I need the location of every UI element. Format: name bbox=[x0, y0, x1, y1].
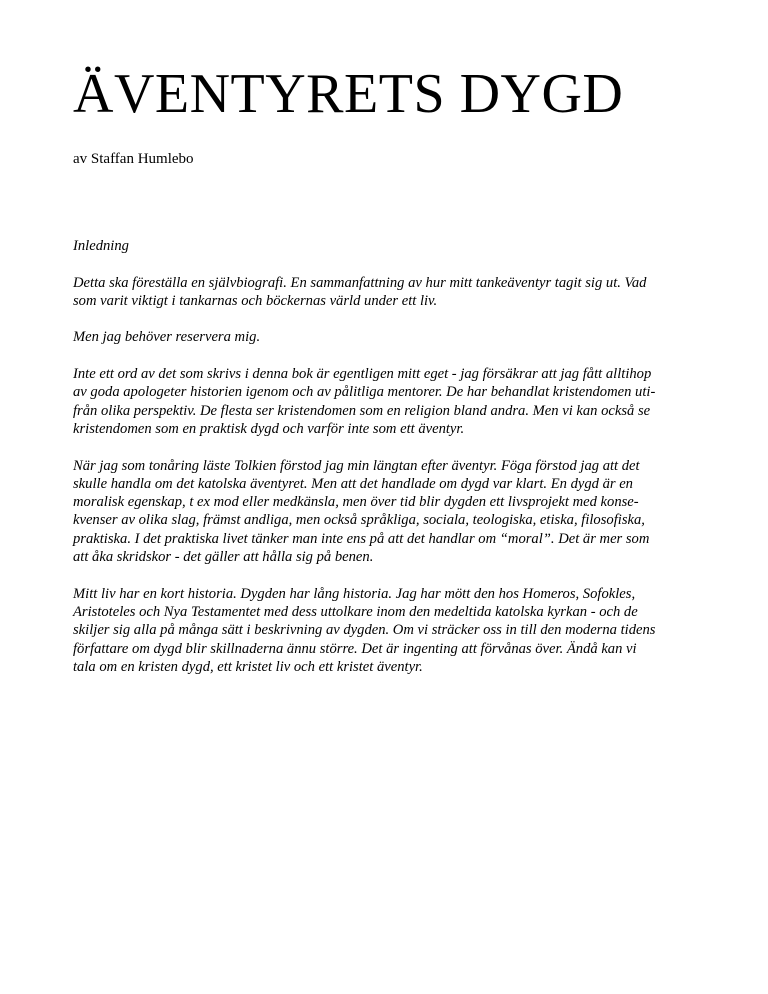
paragraph bbox=[73, 585, 703, 676]
text-line: skulle handla om det katolska äventyret. Men att det handlade om dygd var klart. En dygd är en bbox=[73, 475, 633, 492]
document-title: ÄVENTYRETS DYGD bbox=[73, 63, 624, 125]
paragraph bbox=[73, 457, 703, 567]
text-line: moralisk egenskap, t ex mod eller medkänsla, men över tid blir dygden ett livsprojekt med konse- bbox=[73, 494, 639, 511]
text-line: skiljer sig alla på många sätt i beskrivning av dygden. Om vi sträcker oss in till den moderna tidens bbox=[73, 622, 656, 639]
text-line: som varit viktigt i tankarnas och böckernas värld under ett liv. bbox=[73, 292, 438, 309]
text-line: När jag som tonåring läste Tolkien förstod jag min längtan efter äventyr. Föga förstod jag att det bbox=[73, 457, 640, 474]
text-line: Inte ett ord av det som skrivs i denna bok är egentligen mitt eget - jag försäkrar att jag fått alltihop bbox=[73, 366, 652, 383]
text-line: tala om en kristen dygd, ett kristet liv och ett kristet äventyr. bbox=[73, 658, 423, 675]
text-line: Inledning bbox=[73, 238, 129, 254]
text-line: praktiska. I det praktiska livet tänker man inte ens på att det handlar om “moral”. Det är mer som bbox=[73, 530, 650, 547]
text-line: kristendomen som en praktisk dygd och varför inte som ett äventyr. bbox=[73, 420, 465, 437]
text-line: kvenser av olika slag, främst andliga, men också språkliga, sociala, teologiska, etiska, filosofiska, bbox=[73, 512, 645, 529]
text-line: Mitt liv har en kort historia. Dygden har lång historia. Jag har mött den hos Homeros, Sofokles, bbox=[73, 585, 636, 602]
text-line: från olika perspektiv. De flesta ser kristendomen som en religion bland andra. Men vi kan också se bbox=[73, 402, 651, 419]
section-heading bbox=[73, 237, 703, 255]
document-body bbox=[73, 237, 703, 694]
paragraph bbox=[73, 365, 703, 438]
author-byline: av Staffan Humlebo bbox=[73, 151, 194, 167]
text-line: att åka skridskor - det gäller att hålla sig på benen. bbox=[73, 549, 374, 566]
text-line: författare om dygd blir skillnaderna ännu större. Det är ingenting att förvånas över. Ändå kan vi bbox=[73, 640, 637, 657]
text-line: av goda apologeter historien igenom och av pålitliga mentorer. De har behandlat kristendomen uti- bbox=[73, 384, 656, 401]
text-line: Detta ska föreställa en självbiografi. En sammanfattning av hur mitt tankeäventyr tagit sig ut. Vad bbox=[73, 274, 647, 291]
text-line: Men jag behöver reservera mig. bbox=[73, 329, 261, 346]
paragraph bbox=[73, 328, 703, 346]
paragraph bbox=[73, 274, 703, 311]
text-line: Aristoteles och Nya Testamentet med dess uttolkare inom den medeltida katolska kyrkan - och de bbox=[73, 603, 638, 620]
